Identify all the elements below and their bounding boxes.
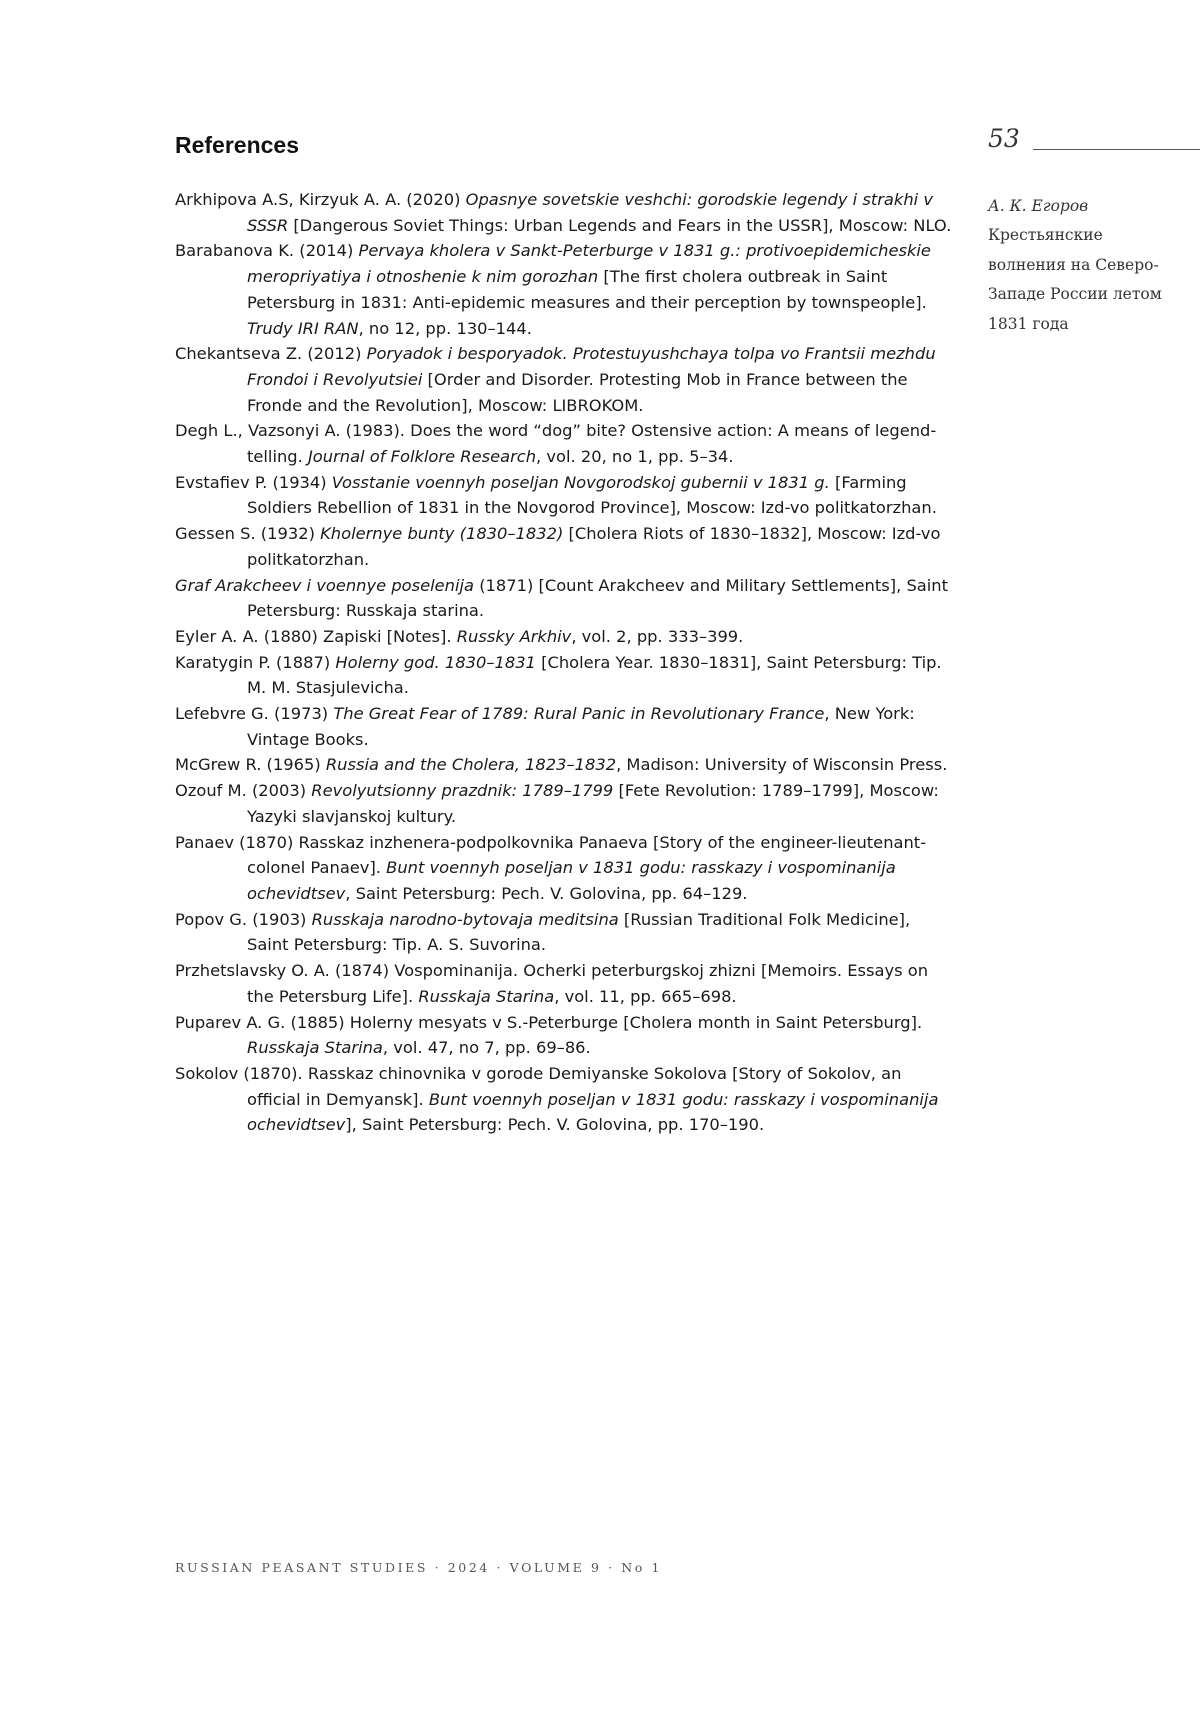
references-heading: References — [175, 132, 299, 159]
reference-text: , Saint Petersburg: Pech. V. Golovina, pp. 64–129. — [345, 884, 747, 903]
reference-entry — [175, 907, 955, 958]
reference-text: ], Saint Petersburg: Pech. V. Golovina, pp. 170–190. — [345, 1115, 764, 1134]
journal-footer: RUSSIAN PEASANT STUDIES · 2024 · VOLUME 9 · No 1 — [175, 1560, 662, 1575]
reference-text: Panaev (1870) Rasskaz inzhenera-podpolkovnika Panaeva [Story of the engineer-lieutenant-colonel Panaev]. — [175, 833, 926, 878]
reference-entry — [175, 187, 955, 238]
reference-entry — [175, 238, 955, 341]
reference-text: [The first cholera outbreak in Saint Petersburg in 1831: Anti-epidemic measures and their perception by townspeople]. — [247, 267, 927, 312]
reference-text: Karatygin P. (1887) — [175, 653, 335, 672]
reference-italic-title: Poryadok i besporyadok. Protestuyushchaya tolpa vo Frantsii mezhdu Frondoi i Revolyutsiei — [247, 344, 936, 389]
sidebar-author: А. К. Егоров — [988, 192, 1178, 221]
reference-text: Eyler A. A. (1880) Zapiski [Notes]. — [175, 627, 457, 646]
reference-text: Gessen S. (1932) — [175, 524, 320, 543]
page-number-rule — [1033, 149, 1200, 150]
reference-text: Barabanova K. (2014) — [175, 241, 359, 260]
reference-italic-title: Russkaja Starina — [247, 1038, 383, 1057]
reference-italic-title: Bunt voennyh poseljan v 1831 godu: rasskazy i vospominanija ochevidtsev — [247, 858, 896, 903]
reference-text: Arkhipova A.S, Kirzyuk A. A. (2020) — [175, 190, 466, 209]
reference-entry — [175, 470, 955, 521]
reference-italic-title: Russkaja Starina — [418, 987, 554, 1006]
reference-text: Sokolov (1870). Rasskaz chinovnika v gorode Demiyanske Sokolova [Story of Sokolov, an official in Demyansk]. — [175, 1064, 901, 1109]
reference-italic-journal: Trudy IRI RAN — [247, 319, 359, 338]
reference-text: [Farming Soldiers Rebellion of 1831 in the Novgorod Province], Moscow: Izd-vo politkatorzhan. — [247, 473, 937, 518]
reference-text: , vol. 11, pp. 665–698. — [554, 987, 736, 1006]
reference-italic-title: Pervaya kholera v Sankt-Peterburge v 1831 g.: protivoepidemicheskie meropriyatiya i otnoshenie k nim gorozhan — [247, 241, 931, 286]
reference-text: Evstafiev P. (1934) — [175, 473, 332, 492]
reference-italic-title: Graf Arakcheev i voennye poselenija — [175, 576, 474, 595]
reference-entry — [175, 341, 955, 418]
reference-italic-title: Russky Arkhiv — [457, 627, 572, 646]
reference-text: Przhetslavsky O. A. (1874) Vospominanija. Ocherki peterburgskoj zhizni [Memoirs. Essays on the Petersburg Life]. — [175, 961, 928, 1006]
reference-italic-title: Journal of Folklore Research — [308, 447, 536, 466]
reference-italic-title: Revolyutsionny prazdnik: 1789–1799 — [311, 781, 613, 800]
reference-italic-title: Vosstanie voennyh poseljan Novgorodskoj gubernii v 1831 g. — [332, 473, 830, 492]
reference-text: [Fete Revolution: 1789–1799], Moscow: Yazyki slavjanskoj kultury. — [247, 781, 939, 826]
reference-text: (1871) [Count Arakcheev and Military Settlements], Saint Petersburg: Russkaja starina. — [247, 576, 948, 621]
reference-text: McGrew R. (1965) — [175, 755, 326, 774]
reference-text: , Madison: University of Wisconsin Press. — [616, 755, 947, 774]
reference-text: , vol. 47, no 7, pp. 69–86. — [383, 1038, 591, 1057]
running-sidebar — [988, 192, 1178, 339]
reference-entry — [175, 521, 955, 572]
reference-entry — [175, 650, 955, 701]
reference-text: [Cholera Riots of 1830–1832], Moscow: Izd-vo politkatorzhan. — [247, 524, 941, 569]
reference-italic-title: Kholernye bunty (1830–1832) — [320, 524, 563, 543]
reference-entry — [175, 701, 955, 752]
reference-text: [Order and Disorder. Protesting Mob in France between the Fronde and the Revolution], Moscow: LIBROKOM. — [247, 370, 908, 415]
reference-text: [Russian Traditional Folk Medicine], Saint Petersburg: Tip. A. S. Suvorina. — [247, 910, 910, 955]
reference-entry — [175, 778, 955, 829]
reference-text: Puparev A. G. (1885) Holerny mesyats v S.-Peterburge [Cholera month in Saint Petersburg]. — [175, 1013, 922, 1032]
reference-text: [Cholera Year. 1830–1831], Saint Petersburg: Tip. M. M. Stasjulevicha. — [247, 653, 942, 698]
reference-entry — [175, 958, 955, 1009]
sidebar-article-title: Крестьянские волнения на Северо-Западе России летом 1831 года — [988, 221, 1178, 339]
reference-text: , New York: Vintage Books. — [247, 704, 915, 749]
reference-italic-title: Russia and the Cholera, 1823–1832 — [326, 755, 616, 774]
reference-text: , vol. 2, pp. 333–399. — [571, 627, 743, 646]
reference-italic-title: The Great Fear of 1789: Rural Panic in Revolutionary France — [333, 704, 824, 723]
reference-entry — [175, 1061, 955, 1138]
reference-italic-title: Bunt voennyh poseljan v 1831 godu: rasskazy i vospominanija ochevidtsev — [247, 1090, 938, 1135]
reference-entry — [175, 752, 955, 778]
reference-entry — [175, 418, 955, 469]
reference-italic-title: Opasnye sovetskie veshchi: gorodskie legendy i strakhi v SSSR — [247, 190, 933, 235]
reference-entry — [175, 624, 955, 650]
reference-text: Popov G. (1903) — [175, 910, 312, 929]
reference-text: Ozouf M. (2003) — [175, 781, 311, 800]
reference-italic-title: Holerny god. 1830–1831 — [335, 653, 536, 672]
reference-text: Lefebvre G. (1973) — [175, 704, 333, 723]
reference-text: Degh L., Vazsonyi A. (1983). Does the word “dog” bite? Ostensive action: A means of legend-telling. — [175, 421, 936, 466]
reference-text: Chekantseva Z. (2012) — [175, 344, 367, 363]
reference-entry — [175, 573, 955, 624]
reference-entry — [175, 1010, 955, 1061]
reference-text: , vol. 20, no 1, pp. 5–34. — [536, 447, 733, 466]
reference-list — [175, 187, 955, 1138]
reference-italic-title: Russkaja narodno-bytovaja meditsina — [312, 910, 619, 929]
reference-entry — [175, 830, 955, 907]
reference-text: [Dangerous Soviet Things: Urban Legends and Fears in the USSR], Moscow: NLO. — [288, 216, 951, 235]
page-number: 53 — [988, 124, 1020, 153]
reference-text: , no 12, pp. 130–144. — [359, 319, 532, 338]
